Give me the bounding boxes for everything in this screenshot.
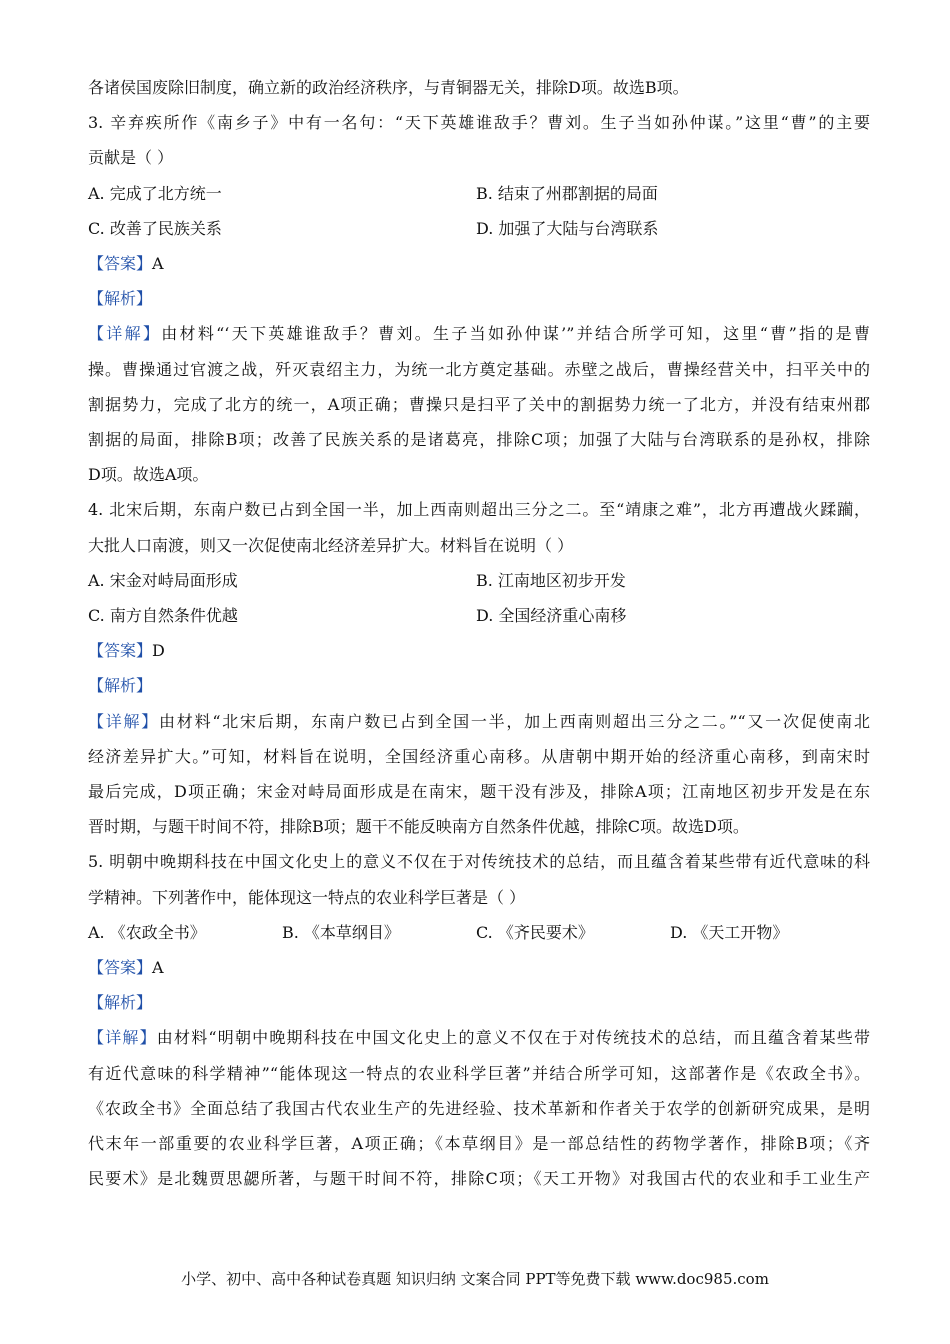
detail-line: 最后完成，D项正确；宋金对峙局面形成是在南宋，题干没有涉及，排除A项；江南地区初步开发是在东 <box>88 782 870 802</box>
option-b: B. 江南地区初步开发 <box>476 570 626 590</box>
detail-line: 民要术》是北魏贾思勰所著，与题干时间不符，排除C项；《天工开物》对我国古代的农业和手工业生产 <box>88 1169 870 1189</box>
answer-value: D <box>152 641 165 661</box>
analysis-label: 【解析】 <box>88 993 153 1013</box>
detail-line: 有近代意味的科学精神”“能体现这一特点的农业科学巨著”并结合所学可知，这部著作是《农政全书》。 <box>88 1063 870 1083</box>
answer-value: A <box>152 958 164 978</box>
question-stem: 5. 明朝中晚期科技在中国文化史上的意义不仅在于对传统技术的总结，而且蕴含着某些带有近代意味的科 <box>88 852 870 872</box>
detail-line: 《农政全书》全面总结了我国古代农业生产的先进经验、技术革新和作者关于农学的创新研究成果，是明 <box>88 1098 870 1118</box>
question-stem: 4. 北宋后期，东南户数已占到全国一半，加上西南则超出三分之二。至“靖康之难”，北方再遭战火蹂躏， <box>88 500 870 520</box>
detail-line: D项。故选A项。 <box>88 465 209 485</box>
options-row <box>88 915 870 950</box>
detail-line: 晋时期，与题干时间不符，排除B项；题干不能反映南方自然条件优越，排除C项。故选D项。 <box>88 817 749 837</box>
question-3 <box>88 105 870 492</box>
question-5 <box>88 844 870 1196</box>
detail-line <box>88 316 870 351</box>
detail-label: 【详解】 <box>88 711 160 731</box>
option-b: B. 结束了州郡割据的局面 <box>476 183 658 203</box>
question-stem: 贡献是（ ） <box>88 148 174 168</box>
text-line: 各诸侯国废除旧制度，确立新的政治经济秩序，与青铜器无关，排除D项。故选B项。 <box>88 78 689 97</box>
detail-text: 由材料“明朝中晚期科技在中国文化史上的意义不仅在于对传统技术的总结，而且蕴含着某些带 <box>156 1028 870 1048</box>
analysis-label: 【解析】 <box>88 289 153 309</box>
answer-line <box>88 950 870 985</box>
detail-line <box>88 1020 870 1055</box>
option-a: A. 宋金对峙局面形成 <box>88 570 238 590</box>
answer-value: A <box>152 254 164 274</box>
option-c: C. 《齐民要术》 <box>476 922 594 942</box>
detail-label: 【详解】 <box>88 324 162 344</box>
detail-label: 【详解】 <box>88 1028 157 1048</box>
options-row <box>88 211 870 246</box>
question-stem: 3. 辛弃疾所作《南乡子》中有一名句：“天下英雄谁敌手？曹刘。生子当如孙仲谋。”这里“曹”的主要 <box>88 113 870 133</box>
option-a: A. 完成了北方统一 <box>88 183 222 203</box>
answer-label: 【答案】 <box>88 254 153 274</box>
option-c: C. 改善了民族关系 <box>88 218 222 238</box>
option-a: A. 《农政全书》 <box>88 922 206 942</box>
answer-line <box>88 633 870 668</box>
answer-label: 【答案】 <box>88 958 153 978</box>
analysis-label: 【解析】 <box>88 676 153 696</box>
detail-text: 由材料“北宋后期，东南户数已占到全国一半，加上西南则超出三分之二。”“又一次促使南北 <box>159 711 870 731</box>
detail-text: 由材料“‘天下英雄谁敌手？曹刘。生子当如孙仲谋’”并结合所学可知，这里“曹”指的是曹 <box>161 324 870 344</box>
question-stem: 学精神。下列著作中，能体现这一特点的农业科学巨著是（ ） <box>88 887 526 907</box>
detail-line <box>88 704 870 739</box>
detail-line: 操。曹操通过官渡之战，歼灭袁绍主力，为统一北方奠定基础。赤壁之战后，曹操经营关中，扫平关中的 <box>88 359 870 379</box>
detail-line: 割据的局面，排除B项；改善了民族关系的是诸葛亮，排除C项；加强了大陆与台湾联系的是孙权，排除 <box>88 430 870 450</box>
detail-line: 割据势力，完成了北方的统一，A项正确；曹操只是扫平了关中的割据势力统一了北方，并没有结束州郡 <box>88 394 870 414</box>
question-stem: 大批人口南渡，则又一次促使南北经济差异扩大。材料旨在说明（ ） <box>88 535 574 555</box>
detail-line: 经济差异扩大。”可知，材料旨在说明，全国经济重心南移。从唐朝中期开始的经济重心南移，到南宋时 <box>88 746 870 766</box>
answer-line <box>88 246 870 281</box>
detail-line: 代末年一部重要的农业科学巨著，A项正确；《本草纲目》是一部总结性的药物学著作，排除B项；《齐 <box>88 1134 870 1154</box>
options-row <box>88 176 870 211</box>
options-row <box>88 563 870 598</box>
option-d: D. 《天工开物》 <box>670 922 789 942</box>
option-d: D. 全国经济重心南移 <box>476 606 627 626</box>
option-b: B. 《本草纲目》 <box>282 922 400 942</box>
option-d: D. 加强了大陆与台湾联系 <box>476 218 659 238</box>
document-content <box>88 70 870 1197</box>
options-row <box>88 598 870 633</box>
answer-label: 【答案】 <box>88 641 153 661</box>
page-footer: 小学、初中、高中各种试卷真题 知识归纳 文案合同 PPT等免费下载 www.doc985.com <box>181 1270 769 1288</box>
option-c: C. 南方自然条件优越 <box>88 606 238 626</box>
question-4 <box>88 492 870 844</box>
